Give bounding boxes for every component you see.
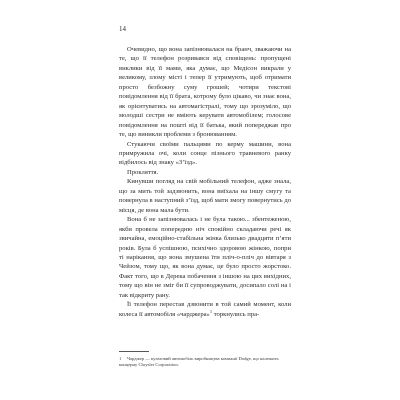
paragraph: Вона б не запізнювалась і не була такою... збентеженою, якби провела попередню ніч спокійно складаючи речі як звичайна, емоційно-стабільна жінка близько двадцяти п’яти років. Була б успішною, психічно здоровою жінкою, попри ті нарікання, що вона змушена їти пліч-о-пліч до вівтаря з Чейзом, тому що, як вона думає, це було просто жорстоко. Факт того, що в Дерека побачення з іншою на цих вихідних, тому що він не зміг би її супроводжувати, досипало солі на і так відкриту рану. [119, 216, 291, 299]
footnote-text: Чарджер — культовий автомобіль виробництва компанії Dodge, що належить концерну Chrysler Corporation. [119, 356, 279, 367]
paragraph-with-footnote [119, 300, 291, 319]
paragraph: Кинувши погляд на свій мобільний телефон, адже знала, що за мить той задзвонить, вона виїхала на іншу смугу та повернула в наступний з’їзд, щоб мати змогу повернутись до місця, де вона мала бути. [119, 178, 291, 214]
body-text [119, 45, 291, 319]
paragraph: Стукаючи своїми пальцями по керму машини, вона примружила очі, коли сонце пізнього травневого ранку відбилось від знаку «З’їзд». [119, 140, 291, 167]
footnote-divider [119, 351, 149, 352]
footnote [119, 356, 291, 368]
page-number: 14 [119, 25, 126, 33]
footnote-marker: 1 [119, 356, 122, 361]
paragraph-text: Її телефон перестав дзвонити в той самий момент, коли колеса її автомобіля «чарджера» [119, 301, 291, 318]
paragraph: Прокляття. [127, 168, 159, 176]
paragraph-tail: торкнулись пра- [212, 310, 260, 318]
footnote-reference: 1 [209, 308, 213, 314]
paragraph: Очевидно, що вона запізнювалася на бранч, зважаючи на те, що її телефон розривався від сповіщень: пропущені виклики від її мами, яка думає, що Медісон викрали у великому, злому місті і тепер її утримують, щоб отримати просто безбожну суму грошей; чотири текстові повідомлення від її брата, котрому було цікаво, чи знає вона, як орієнтуватись на автомагістралі, тому що зрозуміло, що молодші сестри не вміють керувати автомобілем; голосове повідомлення на пошті від її батька, який попереджав про те, що виникли проблеми з бронюванням. [119, 46, 291, 139]
